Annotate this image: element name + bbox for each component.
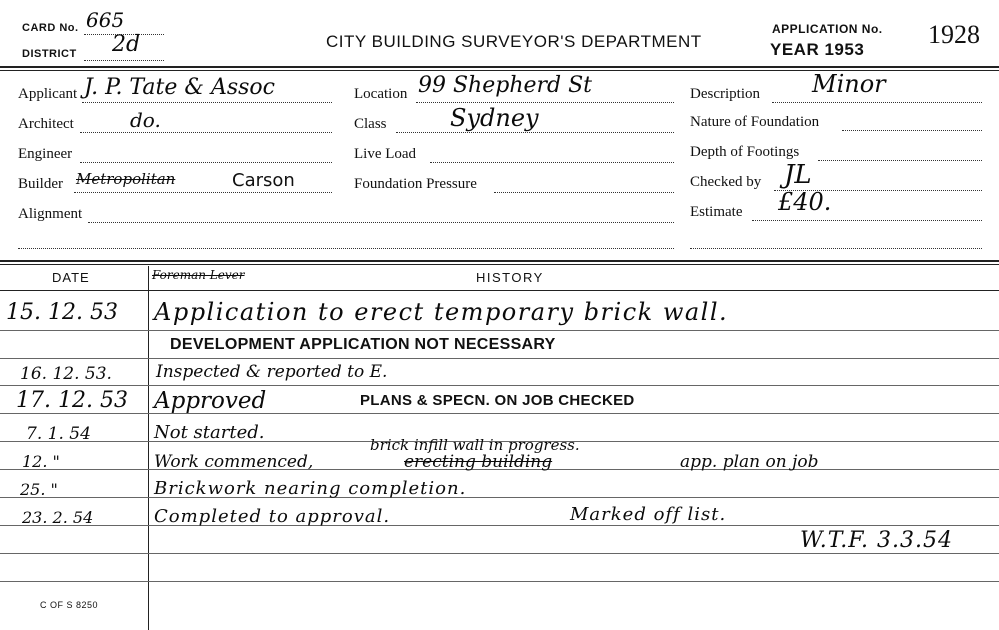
date-column-header: DATE: [52, 270, 90, 285]
applicant-line: [82, 102, 332, 103]
application-no-value: 1928: [928, 20, 980, 49]
estimate-label: Estimate: [690, 204, 743, 220]
card-no-label: CARD No.: [22, 22, 79, 34]
architect-label: Architect: [18, 116, 74, 132]
department-title: CITY BUILDING SURVEYOR'S DEPARTMENT: [326, 32, 702, 51]
history-date: 25. ": [20, 480, 58, 499]
struck-column-header: Foreman Lever: [152, 268, 245, 282]
builder-line: [74, 192, 332, 193]
date-column-divider: [148, 266, 149, 630]
history-entry: Approved: [154, 388, 267, 414]
description-line: [772, 102, 982, 103]
card-no-value: 665: [86, 8, 125, 32]
row-rule: [0, 497, 999, 498]
nature-of-foundation-line: [842, 130, 982, 131]
live-load-label: Live Load: [354, 146, 417, 162]
header-rule-top: [0, 66, 999, 68]
blank-line-right: [690, 248, 982, 249]
estimate-value: £40.: [778, 188, 832, 216]
history-date: 17. 12. 53: [16, 388, 128, 413]
checked-by-value: JL: [784, 160, 812, 190]
depth-of-footings-line: [818, 160, 982, 161]
foundation-pressure-line: [494, 192, 674, 193]
class-value: Sydney: [450, 104, 539, 132]
description-value: Minor: [812, 70, 886, 98]
builder-value: Carson: [232, 170, 295, 191]
history-entry: Not started.: [154, 422, 265, 443]
class-line: [396, 132, 674, 133]
history-struck-text: erecting building: [404, 452, 553, 472]
engineer-line: [80, 162, 332, 163]
row-rule: [0, 581, 999, 582]
district-line: [84, 60, 164, 61]
history-entry: Completed to approval.: [154, 506, 391, 527]
depth-of-footings-label: Depth of Footings: [690, 144, 800, 160]
alignment-line: [88, 222, 674, 223]
history-rule-top: [0, 260, 999, 262]
history-column-header: HISTORY: [476, 270, 544, 285]
history-header-rule: [0, 290, 999, 291]
blank-line-left: [18, 248, 674, 249]
history-stamp-entry: DEVELOPMENT APPLICATION NOT NECESSARY: [170, 336, 556, 353]
row-rule: [0, 525, 999, 526]
history-entry: Work commenced,: [154, 452, 314, 472]
builder-struck-value: Metropolitan: [76, 170, 176, 188]
history-entry: Application to erect temporary brick wall.: [154, 298, 729, 326]
architect-line: [80, 132, 332, 133]
checked-by-label: Checked by: [690, 174, 762, 190]
row-rule: [0, 385, 999, 386]
row-rule: [0, 358, 999, 359]
application-no-label: APPLICATION No.: [772, 22, 883, 36]
history-date: 15. 12. 53: [6, 300, 118, 325]
applicant-label: Applicant: [18, 86, 78, 102]
alignment-label: Alignment: [18, 206, 83, 222]
estimate-line: [752, 220, 982, 221]
nature-of-foundation-label: Nature of Foundation: [690, 114, 820, 130]
district-label: DISTRICT: [22, 48, 77, 60]
location-label: Location: [354, 86, 408, 102]
foundation-pressure-label: Foundation Pressure: [354, 176, 477, 192]
form-code: C OF S 8250: [40, 600, 99, 610]
history-insert: brick infill wall in progress.: [370, 436, 580, 454]
location-line: [416, 102, 674, 103]
history-date: 23. 2. 54: [22, 508, 94, 527]
history-date: 16. 12. 53.: [20, 364, 112, 384]
year-label: YEAR 1953: [770, 40, 865, 59]
history-rule-top-2: [0, 264, 999, 265]
history-date: 7. 1. 54: [26, 424, 91, 444]
applicant-value: J. P. Tate & Assoc: [84, 75, 275, 100]
class-label: Class: [354, 116, 387, 132]
description-label: Description: [690, 86, 760, 102]
architect-value: do.: [130, 108, 161, 132]
row-rule: [0, 330, 999, 331]
history-entry-continued: app. plan on job: [680, 452, 819, 472]
builder-label: Builder: [18, 176, 63, 192]
history-signoff: W.T.F. 3.3.54: [800, 528, 953, 553]
live-load-line: [430, 162, 674, 163]
history-date: 12. ": [22, 452, 60, 471]
history-entry: Inspected & reported to E.: [156, 362, 388, 382]
location-value: 99 Shepherd St: [418, 73, 593, 98]
history-entry-continued: Marked off list.: [570, 504, 727, 525]
district-value: 2d: [112, 32, 141, 57]
row-rule: [0, 553, 999, 554]
row-rule: [0, 413, 999, 414]
history-stamp-entry: PLANS & SPECN. ON JOB CHECKED: [360, 392, 635, 409]
history-entry: Brickwork nearing completion.: [154, 478, 467, 499]
engineer-label: Engineer: [18, 146, 73, 162]
